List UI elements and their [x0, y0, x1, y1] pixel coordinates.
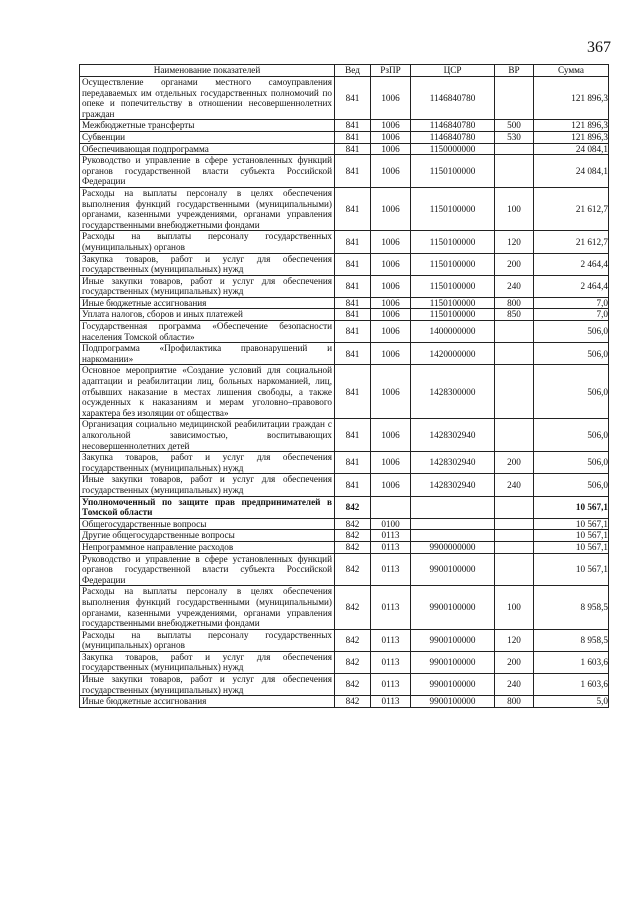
cell-rzpr: 1006 [371, 365, 411, 419]
cell-rzpr: 1006 [371, 231, 411, 253]
cell-name: Обеспечивающая подпрограмма [80, 143, 335, 155]
cell-sum: 24 084,1 [534, 155, 609, 188]
table-row [80, 629, 609, 651]
cell-name: Общегосударственные вопросы [80, 518, 335, 530]
cell-csr: 1428302940 [411, 452, 495, 474]
cell-csr: 1150100000 [411, 297, 495, 309]
cell-sum: 506,0 [534, 419, 609, 452]
cell-vr: 240 [495, 674, 534, 696]
cell-vr: 120 [495, 629, 534, 651]
cell-name: Уплата налогов, сборов и иных платежей [80, 309, 335, 321]
cell-csr [411, 530, 495, 542]
cell-ved: 842 [335, 651, 371, 673]
table-row [80, 419, 609, 452]
cell-ved: 841 [335, 155, 371, 188]
table-row [80, 120, 609, 132]
cell-vr: 100 [495, 586, 534, 629]
table-row [80, 518, 609, 530]
cell-csr: 9900100000 [411, 651, 495, 673]
cell-rzpr: 0113 [371, 586, 411, 629]
cell-name: Основное мероприятие «Создание условий для социальной адаптации и реабилитации лиц, больных наркоманией, лиц, отбывших наказание в местах лишения свободы, а также осужденных к наказаниям и мерам уголовно–правового характера без изоляции от общества» [80, 365, 335, 419]
cell-vr: 800 [495, 696, 534, 708]
cell-csr: 1150100000 [411, 253, 495, 275]
cell-csr: 1146840780 [411, 131, 495, 143]
cell-vr: 200 [495, 452, 534, 474]
cell-sum: 10 567,1 [534, 530, 609, 542]
cell-name: Организация социально медицинской реабилитации граждан с алкогольной зависимостью, воспитывающих несовершеннолетних детей [80, 419, 335, 452]
cell-vr: 800 [495, 297, 534, 309]
cell-csr: 1420000000 [411, 343, 495, 365]
cell-sum: 8 958,5 [534, 586, 609, 629]
table-body [80, 77, 609, 708]
cell-rzpr: 1006 [371, 474, 411, 496]
cell-sum: 121 896,3 [534, 77, 609, 120]
cell-vr [495, 518, 534, 530]
cell-name: Осуществление органами местного самоуправления передаваемых им отдельных государственных полномочий по опеке и попечительству в отношении несовершеннолетних граждан [80, 77, 335, 120]
cell-ved: 842 [335, 496, 371, 518]
cell-ved: 841 [335, 77, 371, 120]
cell-ved: 842 [335, 629, 371, 651]
cell-csr: 1150100000 [411, 187, 495, 230]
cell-rzpr: 1006 [371, 343, 411, 365]
cell-rzpr: 1006 [371, 275, 411, 297]
cell-sum: 5,0 [534, 696, 609, 708]
table-row [80, 321, 609, 343]
cell-ved: 841 [335, 231, 371, 253]
cell-csr: 1146840780 [411, 77, 495, 120]
cell-csr: 1146840780 [411, 120, 495, 132]
cell-ved: 841 [335, 474, 371, 496]
cell-ved: 841 [335, 120, 371, 132]
table-row [80, 586, 609, 629]
cell-name: Закупка товаров, работ и услуг для обеспечения государственных (муниципальных) нужд [80, 651, 335, 673]
table-row [80, 143, 609, 155]
cell-rzpr: 1006 [371, 452, 411, 474]
cell-csr: 1428302940 [411, 419, 495, 452]
cell-rzpr: 1006 [371, 155, 411, 188]
cell-ved: 841 [335, 297, 371, 309]
header-sum: Сумма [534, 65, 609, 77]
cell-sum: 506,0 [534, 452, 609, 474]
cell-vr [495, 365, 534, 419]
cell-sum: 506,0 [534, 365, 609, 419]
cell-csr: 1428300000 [411, 365, 495, 419]
cell-ved: 842 [335, 518, 371, 530]
table-row [80, 452, 609, 474]
table-header-row [80, 65, 609, 77]
budget-table [79, 64, 609, 708]
cell-sum: 2 464,4 [534, 275, 609, 297]
cell-sum: 506,0 [534, 321, 609, 343]
table-row [80, 651, 609, 673]
cell-ved: 841 [335, 321, 371, 343]
cell-name: Закупка товаров, работ и услуг для обеспечения государственных (муниципальных) нужд [80, 452, 335, 474]
cell-name: Иные закупки товаров, работ и услуг для обеспечения государственных (муниципальных) нужд [80, 275, 335, 297]
table-row [80, 297, 609, 309]
cell-vr [495, 343, 534, 365]
cell-rzpr [371, 496, 411, 518]
header-ved: Вед [335, 65, 371, 77]
cell-csr: 1400000000 [411, 321, 495, 343]
header-rzpr: РзПР [371, 65, 411, 77]
cell-name: Межбюджетные трансферты [80, 120, 335, 132]
cell-sum: 24 084,1 [534, 143, 609, 155]
table-row [80, 155, 609, 188]
cell-sum: 1 603,6 [534, 674, 609, 696]
cell-rzpr: 0113 [371, 629, 411, 651]
cell-ved: 842 [335, 541, 371, 553]
cell-vr [495, 541, 534, 553]
cell-vr [495, 143, 534, 155]
cell-vr: 200 [495, 651, 534, 673]
cell-vr [495, 321, 534, 343]
cell-rzpr: 1006 [371, 297, 411, 309]
cell-vr [495, 77, 534, 120]
header-vr: ВР [495, 65, 534, 77]
table-row [80, 231, 609, 253]
cell-rzpr: 1006 [371, 253, 411, 275]
cell-ved: 842 [335, 696, 371, 708]
header-name: Наименование показателей [80, 65, 335, 77]
cell-sum: 21 612,7 [534, 187, 609, 230]
cell-name: Непрограммное направление расходов [80, 541, 335, 553]
table-row [80, 496, 609, 518]
cell-sum: 121 896,3 [534, 120, 609, 132]
cell-rzpr: 0113 [371, 674, 411, 696]
table-row [80, 187, 609, 230]
cell-csr: 1428302940 [411, 474, 495, 496]
cell-sum: 8 958,5 [534, 629, 609, 651]
table-row [80, 541, 609, 553]
cell-name: Расходы на выплаты персоналу государственных (муниципальных) органов [80, 231, 335, 253]
cell-ved: 842 [335, 553, 371, 586]
cell-name: Расходы на выплаты персоналу государственных (муниципальных) органов [80, 629, 335, 651]
cell-vr [495, 496, 534, 518]
cell-ved: 841 [335, 143, 371, 155]
cell-ved: 841 [335, 187, 371, 230]
cell-csr: 1150100000 [411, 155, 495, 188]
cell-ved: 841 [335, 253, 371, 275]
cell-csr: 1150100000 [411, 309, 495, 321]
cell-rzpr: 1006 [371, 419, 411, 452]
cell-ved: 841 [335, 275, 371, 297]
table-row [80, 77, 609, 120]
cell-sum: 506,0 [534, 343, 609, 365]
cell-vr: 100 [495, 187, 534, 230]
cell-rzpr: 1006 [371, 187, 411, 230]
cell-name: Подпрограмма «Профилактика правонарушений и наркомании» [80, 343, 335, 365]
cell-rzpr: 1006 [371, 131, 411, 143]
cell-vr [495, 419, 534, 452]
cell-vr: 240 [495, 275, 534, 297]
cell-name: Расходы на выплаты персоналу в целях обеспечения выполнения функций государственными (муниципальными) органами, казенными учреждениями, органами управления государственными внебюджетными фондами [80, 187, 335, 230]
cell-rzpr: 1006 [371, 120, 411, 132]
cell-csr: 9900100000 [411, 553, 495, 586]
table-row [80, 309, 609, 321]
cell-rzpr: 0113 [371, 530, 411, 542]
cell-csr [411, 518, 495, 530]
page-number: 367 [587, 39, 611, 56]
cell-csr: 9900100000 [411, 629, 495, 651]
table-row [80, 131, 609, 143]
cell-vr [495, 553, 534, 586]
cell-name: Руководство и управление в сфере установленных функций органов государственной власти субъекта Российской Федерации [80, 553, 335, 586]
cell-sum: 10 567,1 [534, 553, 609, 586]
cell-rzpr: 0100 [371, 518, 411, 530]
cell-name: Иные закупки товаров, работ и услуг для обеспечения государственных (муниципальных) нужд [80, 474, 335, 496]
cell-csr: 9900000000 [411, 541, 495, 553]
cell-rzpr: 0113 [371, 553, 411, 586]
cell-ved: 842 [335, 586, 371, 629]
cell-sum: 121 896,3 [534, 131, 609, 143]
cell-sum: 1 603,6 [534, 651, 609, 673]
table-row [80, 674, 609, 696]
cell-csr: 1150100000 [411, 231, 495, 253]
table-row [80, 553, 609, 586]
cell-rzpr: 1006 [371, 321, 411, 343]
cell-sum: 10 567,1 [534, 496, 609, 518]
cell-csr: 1150000000 [411, 143, 495, 155]
cell-ved: 841 [335, 452, 371, 474]
cell-name: Другие общегосударственные вопросы [80, 530, 335, 542]
cell-ved: 841 [335, 365, 371, 419]
cell-rzpr: 0113 [371, 541, 411, 553]
cell-vr: 200 [495, 253, 534, 275]
table-row [80, 530, 609, 542]
cell-csr: 9900100000 [411, 674, 495, 696]
cell-vr: 120 [495, 231, 534, 253]
cell-sum: 10 567,1 [534, 518, 609, 530]
cell-csr: 9900100000 [411, 696, 495, 708]
cell-name: Иные бюджетные ассигнования [80, 297, 335, 309]
cell-rzpr: 1006 [371, 77, 411, 120]
cell-sum: 7,0 [534, 309, 609, 321]
cell-name: Государственная программа «Обеспечение безопасности населения Томской области» [80, 321, 335, 343]
table-row [80, 275, 609, 297]
cell-vr: 850 [495, 309, 534, 321]
header-csr: ЦСР [411, 65, 495, 77]
cell-csr: 1150100000 [411, 275, 495, 297]
cell-ved: 841 [335, 309, 371, 321]
table-row [80, 696, 609, 708]
cell-vr: 530 [495, 131, 534, 143]
cell-name: Иные бюджетные ассигнования [80, 696, 335, 708]
cell-sum: 10 567,1 [534, 541, 609, 553]
cell-name: Субвенции [80, 131, 335, 143]
cell-name: Руководство и управление в сфере установленных функций органов государственной власти субъекта Российской Федерации [80, 155, 335, 188]
table-row [80, 253, 609, 275]
cell-ved: 841 [335, 131, 371, 143]
cell-rzpr: 1006 [371, 309, 411, 321]
cell-ved: 841 [335, 419, 371, 452]
cell-rzpr: 0113 [371, 696, 411, 708]
cell-sum: 7,0 [534, 297, 609, 309]
cell-sum: 2 464,4 [534, 253, 609, 275]
cell-ved: 842 [335, 674, 371, 696]
cell-name: Иные закупки товаров, работ и услуг для обеспечения государственных (муниципальных) нужд [80, 674, 335, 696]
cell-name: Расходы на выплаты персоналу в целях обеспечения выполнения функций государственными (муниципальными) органами, казенными учреждениями, органами управления государственными внебюджетными фондами [80, 586, 335, 629]
table-row [80, 474, 609, 496]
cell-sum: 506,0 [534, 474, 609, 496]
cell-vr: 500 [495, 120, 534, 132]
cell-vr [495, 530, 534, 542]
cell-rzpr: 0113 [371, 651, 411, 673]
cell-csr: 9900100000 [411, 586, 495, 629]
table-row [80, 365, 609, 419]
table-row [80, 343, 609, 365]
cell-ved: 841 [335, 343, 371, 365]
cell-vr [495, 155, 534, 188]
cell-csr [411, 496, 495, 518]
cell-name: Закупка товаров, работ и услуг для обеспечения государственных (муниципальных) нужд [80, 253, 335, 275]
cell-rzpr: 1006 [371, 143, 411, 155]
cell-vr: 240 [495, 474, 534, 496]
cell-name: Уполномоченный по защите прав предпринимателей в Томской области [80, 496, 335, 518]
cell-ved: 842 [335, 530, 371, 542]
cell-sum: 21 612,7 [534, 231, 609, 253]
